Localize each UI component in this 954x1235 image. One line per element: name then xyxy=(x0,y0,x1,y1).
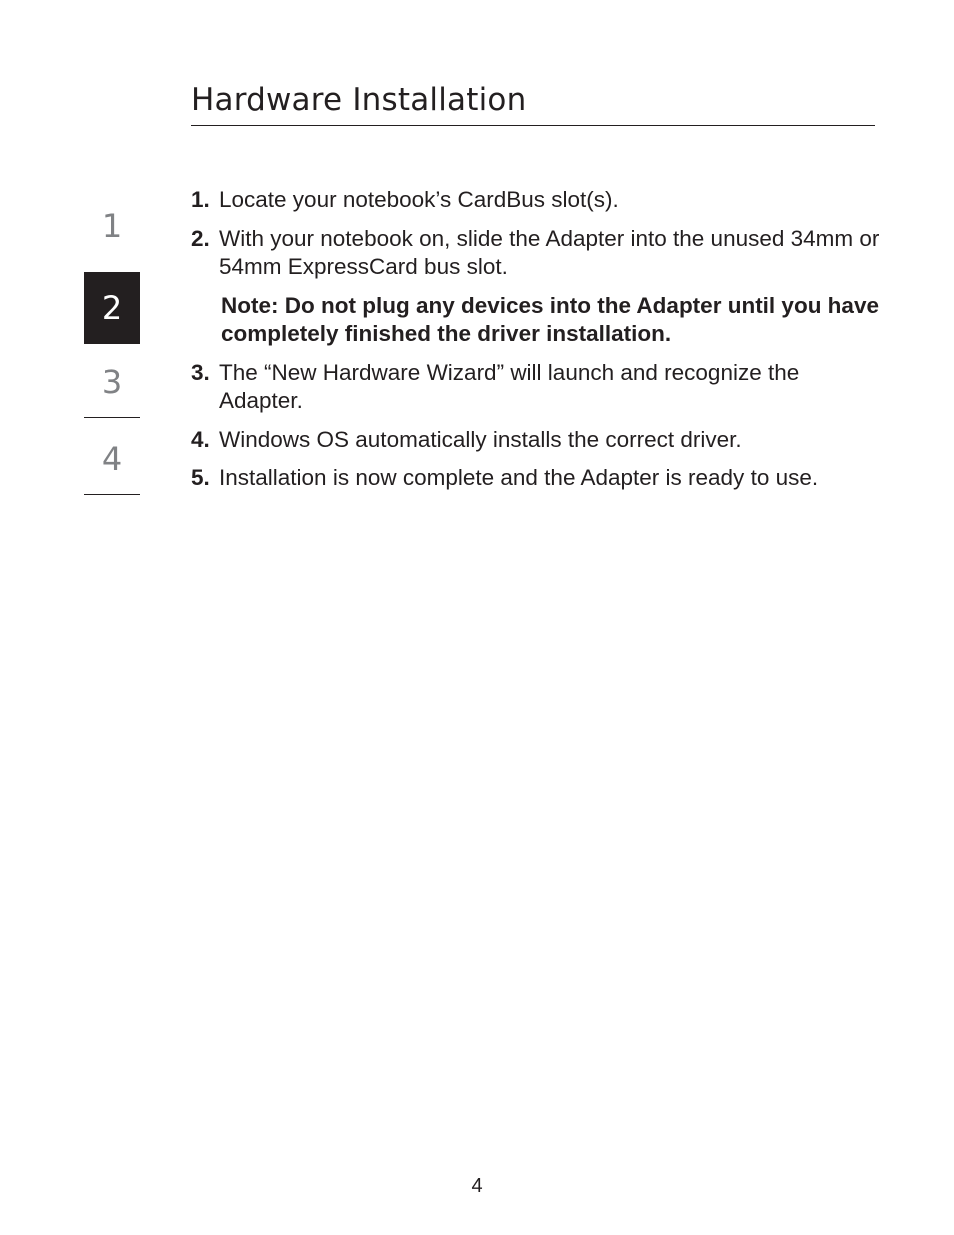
step-item xyxy=(191,225,881,282)
step-item xyxy=(191,464,881,493)
step-number: 3. xyxy=(191,359,210,385)
step-number: 4. xyxy=(191,426,210,452)
step-number: 2. xyxy=(191,225,210,251)
step-text: Windows OS automatically installs the correct driver. xyxy=(219,426,742,452)
step-number: 1. xyxy=(191,187,210,212)
section-tab-3[interactable]: 3 xyxy=(84,346,140,418)
section-tab-4[interactable]: 4 xyxy=(84,423,140,495)
page-title: Hardware Installation xyxy=(191,82,527,118)
step-text: Locate your notebook’s CardBus slot(s). xyxy=(219,187,619,212)
step-item xyxy=(191,186,881,215)
step-item xyxy=(191,426,881,455)
step-text: The “New Hardware Wizard” will launch and recognize the Adapter. xyxy=(219,359,800,413)
warning-note: Note: Do not plug any devices into the Adapter until you have completely finished the driver installation. xyxy=(221,292,879,346)
page-header xyxy=(191,80,875,126)
section-tab-2[interactable]: 2 xyxy=(84,272,140,344)
step-number: 5. xyxy=(191,465,210,490)
step-item xyxy=(191,359,881,416)
section-tab-1[interactable]: 1 xyxy=(101,207,123,245)
installation-steps xyxy=(191,186,881,503)
step-text: Installation is now complete and the Adapter is ready to use. xyxy=(219,465,819,490)
page-number: 4 xyxy=(471,1175,483,1197)
step-text: With your notebook on, slide the Adapter into the unused 34mm or 54mm ExpressCard bus slot. xyxy=(219,225,880,279)
